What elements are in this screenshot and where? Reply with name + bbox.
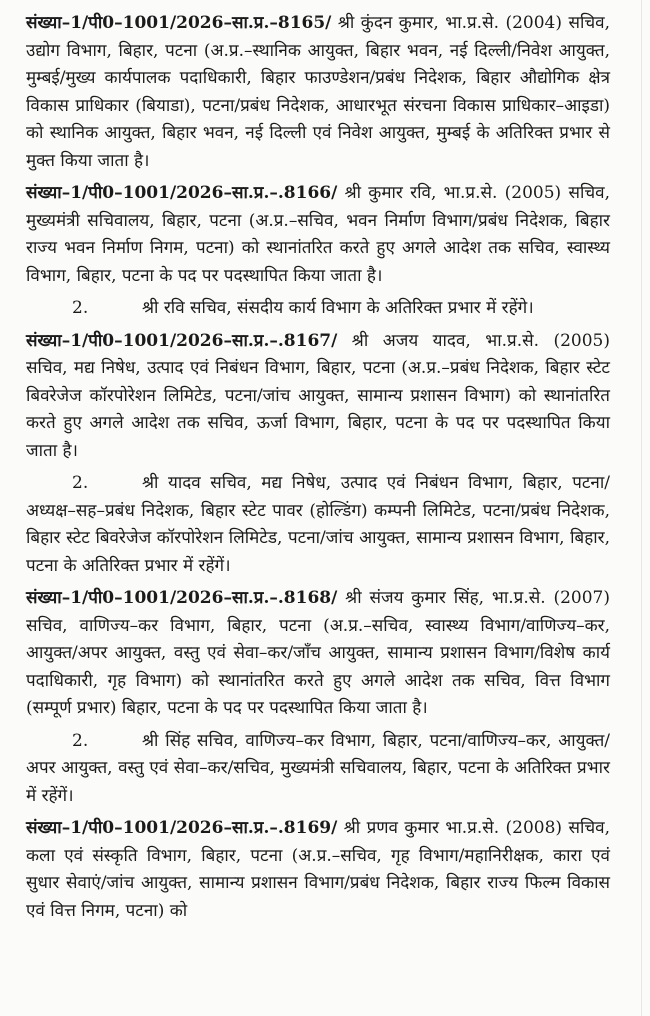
sub-item-number: 2. bbox=[72, 473, 89, 493]
sub-item-paragraph bbox=[26, 470, 610, 580]
page-edge-shadow bbox=[641, 0, 642, 1016]
order-paragraph-8167 bbox=[26, 328, 610, 466]
sub-item-text: श्री सिंह सचिव, वाणिज्य–कर विभाग, बिहार, पटना/वाणिज्य–कर, आयुक्त/अपर आयुक्त, वस्तु एवं सेवा–कर/सचिव, मुख्यमंत्री सचिवालय, बिहार, पटना के अतिरिक्त प्रभार में रहेंगें। bbox=[26, 730, 610, 806]
sub-item-paragraph bbox=[26, 728, 610, 811]
sub-item-text: श्री रवि सचिव, संसदीय कार्य विभाग के अतिरिक्त प्रभार में रहेंगे। bbox=[142, 298, 534, 318]
order-paragraph-8169 bbox=[26, 815, 610, 925]
order-number: संख्या–1/पी0–1001/2026–सा.प्र.–.8169/ bbox=[26, 818, 338, 838]
sub-item-paragraph bbox=[26, 295, 610, 323]
order-paragraph-8165 bbox=[26, 10, 610, 175]
order-text: श्री अजय यादव, भा.प्र.से. (2005) सचिव, मद्य निषेध, उत्पाद एवं निबंधन विभाग, बिहार, पटना (अ.प्र.–प्रबंध निदेशक, बिहार स्टेट बिवरेजेज कॉरपोरेशन लिमिटेड, पटना/जांच आयुक्त, सामान्य प्रशासन विभाग) को स्थानांतरित करते हुए अगले आदेश तक सचिव, ऊर्जा विभाग, बिहार, पटना के पद पर पदस्थापित किया जाता है। bbox=[26, 330, 611, 461]
sub-item-text: श्री यादव सचिव, मद्य निषेध, उत्पाद एवं निबंधन विभाग, बिहार, पटना/अध्यक्ष–सह–प्रबंध निदेशक, बिहार स्टेट पावर (होल्डिंग) कम्पनी लिमिटेड, पटना/प्रबंध निदेशक, बिहार स्टेट बिवरेजेज कॉरपोरेशन लिमिटेड, पटना/जांच आयुक्त, सामान्य प्रशासन विभाग, बिहार, पटना के अतिरिक्त प्रभार में रहेंगें। bbox=[26, 473, 610, 576]
sub-item-number: 2. bbox=[72, 298, 89, 318]
order-text: श्री कुमार रवि, भा.प्र.से. (2005) सचिव, मुख्यमंत्री सचिवालय, बिहार, पटना (अ.प्र.–सचिव, भवन निर्माण विभाग/प्रबंध निदेशक, बिहार राज्य भवन निर्माण निगम, पटना) को स्थानांतरित करते हुए अगले आदेश तक सचिव, स्वास्थ्य विभाग, बिहार, पटना के पद पर पदस्थापित किया जाता है। bbox=[26, 183, 610, 286]
order-text: श्री कुंदन कुमार, भा.प्र.से. (2004) सचिव, उद्योग विभाग, बिहार, पटना (अ.प्र.–स्थानिक आयुक्त, बिहार भवन, नई दिल्ली/निवेश आयुक्त, मुम्बई/मुख्य कार्यपालक पदाधिकारी, बिहार फाउण्डेशन/प्रबंध निदेशक, बिहार औद्योगिक क्षेत्र विकास प्राधिकार (बियाडा), पटना/प्रबंध निदेशक, आधारभूत संरचना विकास प्राधिकार–आइडा) को स्थानिक आयुक्त, बिहार भवन, नई दिल्ली एवं निवेश आयुक्त, मुम्बई के अतिरिक्त प्रभार से मुक्त किया जाता है। bbox=[26, 13, 611, 171]
order-number: संख्या–1/पी0–1001/2026–सा.प्र.–.8168/ bbox=[26, 588, 338, 608]
order-number: संख्या–1/पी0–1001/2026–सा.प्र.–.8166/ bbox=[26, 183, 338, 203]
order-text: श्री प्रणव कुमार भा.प्र.से. (2008) सचिव, कला एवं संस्कृति विभाग, बिहार, पटना (अ.प्र.–सचिव, गृह विभाग/महानिरीक्षक, कारा एवं सुधार सेवाएं/जांच आयुक्त, सामान्य प्रशासन विभाग/प्रबंध निदेशक, बिहार राज्य फिल्म विकास एवं वित्त निगम, पटना) को bbox=[26, 818, 611, 921]
sub-item-number: 2. bbox=[72, 730, 89, 751]
order-text: श्री संजय कुमार सिंह, भा.प्र.से. (2007) सचिव, वाणिज्य–कर विभाग, बिहार, पटना (अ.प्र.–सचिव, स्वास्थ्य विभाग/वाणिज्य–कर, आयुक्त/अपर आयुक्त, वस्तु एवं सेवा–कर/जॉंच आयुक्त, सामान्य प्रशासन विभाग/विशेष कार्य पदाधिकारी, गृह विभाग) को स्थानांतरित करते हुए अगले आदेश तक सचिव, वित्त विभाग (सम्पूर्ण प्रभार) बिहार, पटना के पद पर पदस्थापित किया जाता है। bbox=[26, 588, 610, 718]
order-number: संख्या–1/पी0–1001/2026–सा.प्र.–8165/ bbox=[26, 13, 332, 33]
order-paragraph-8166 bbox=[26, 180, 610, 290]
order-number: संख्या–1/पी0–1001/2026–सा.प्र.–.8167/ bbox=[26, 330, 338, 351]
order-paragraph-8168 bbox=[26, 585, 610, 723]
